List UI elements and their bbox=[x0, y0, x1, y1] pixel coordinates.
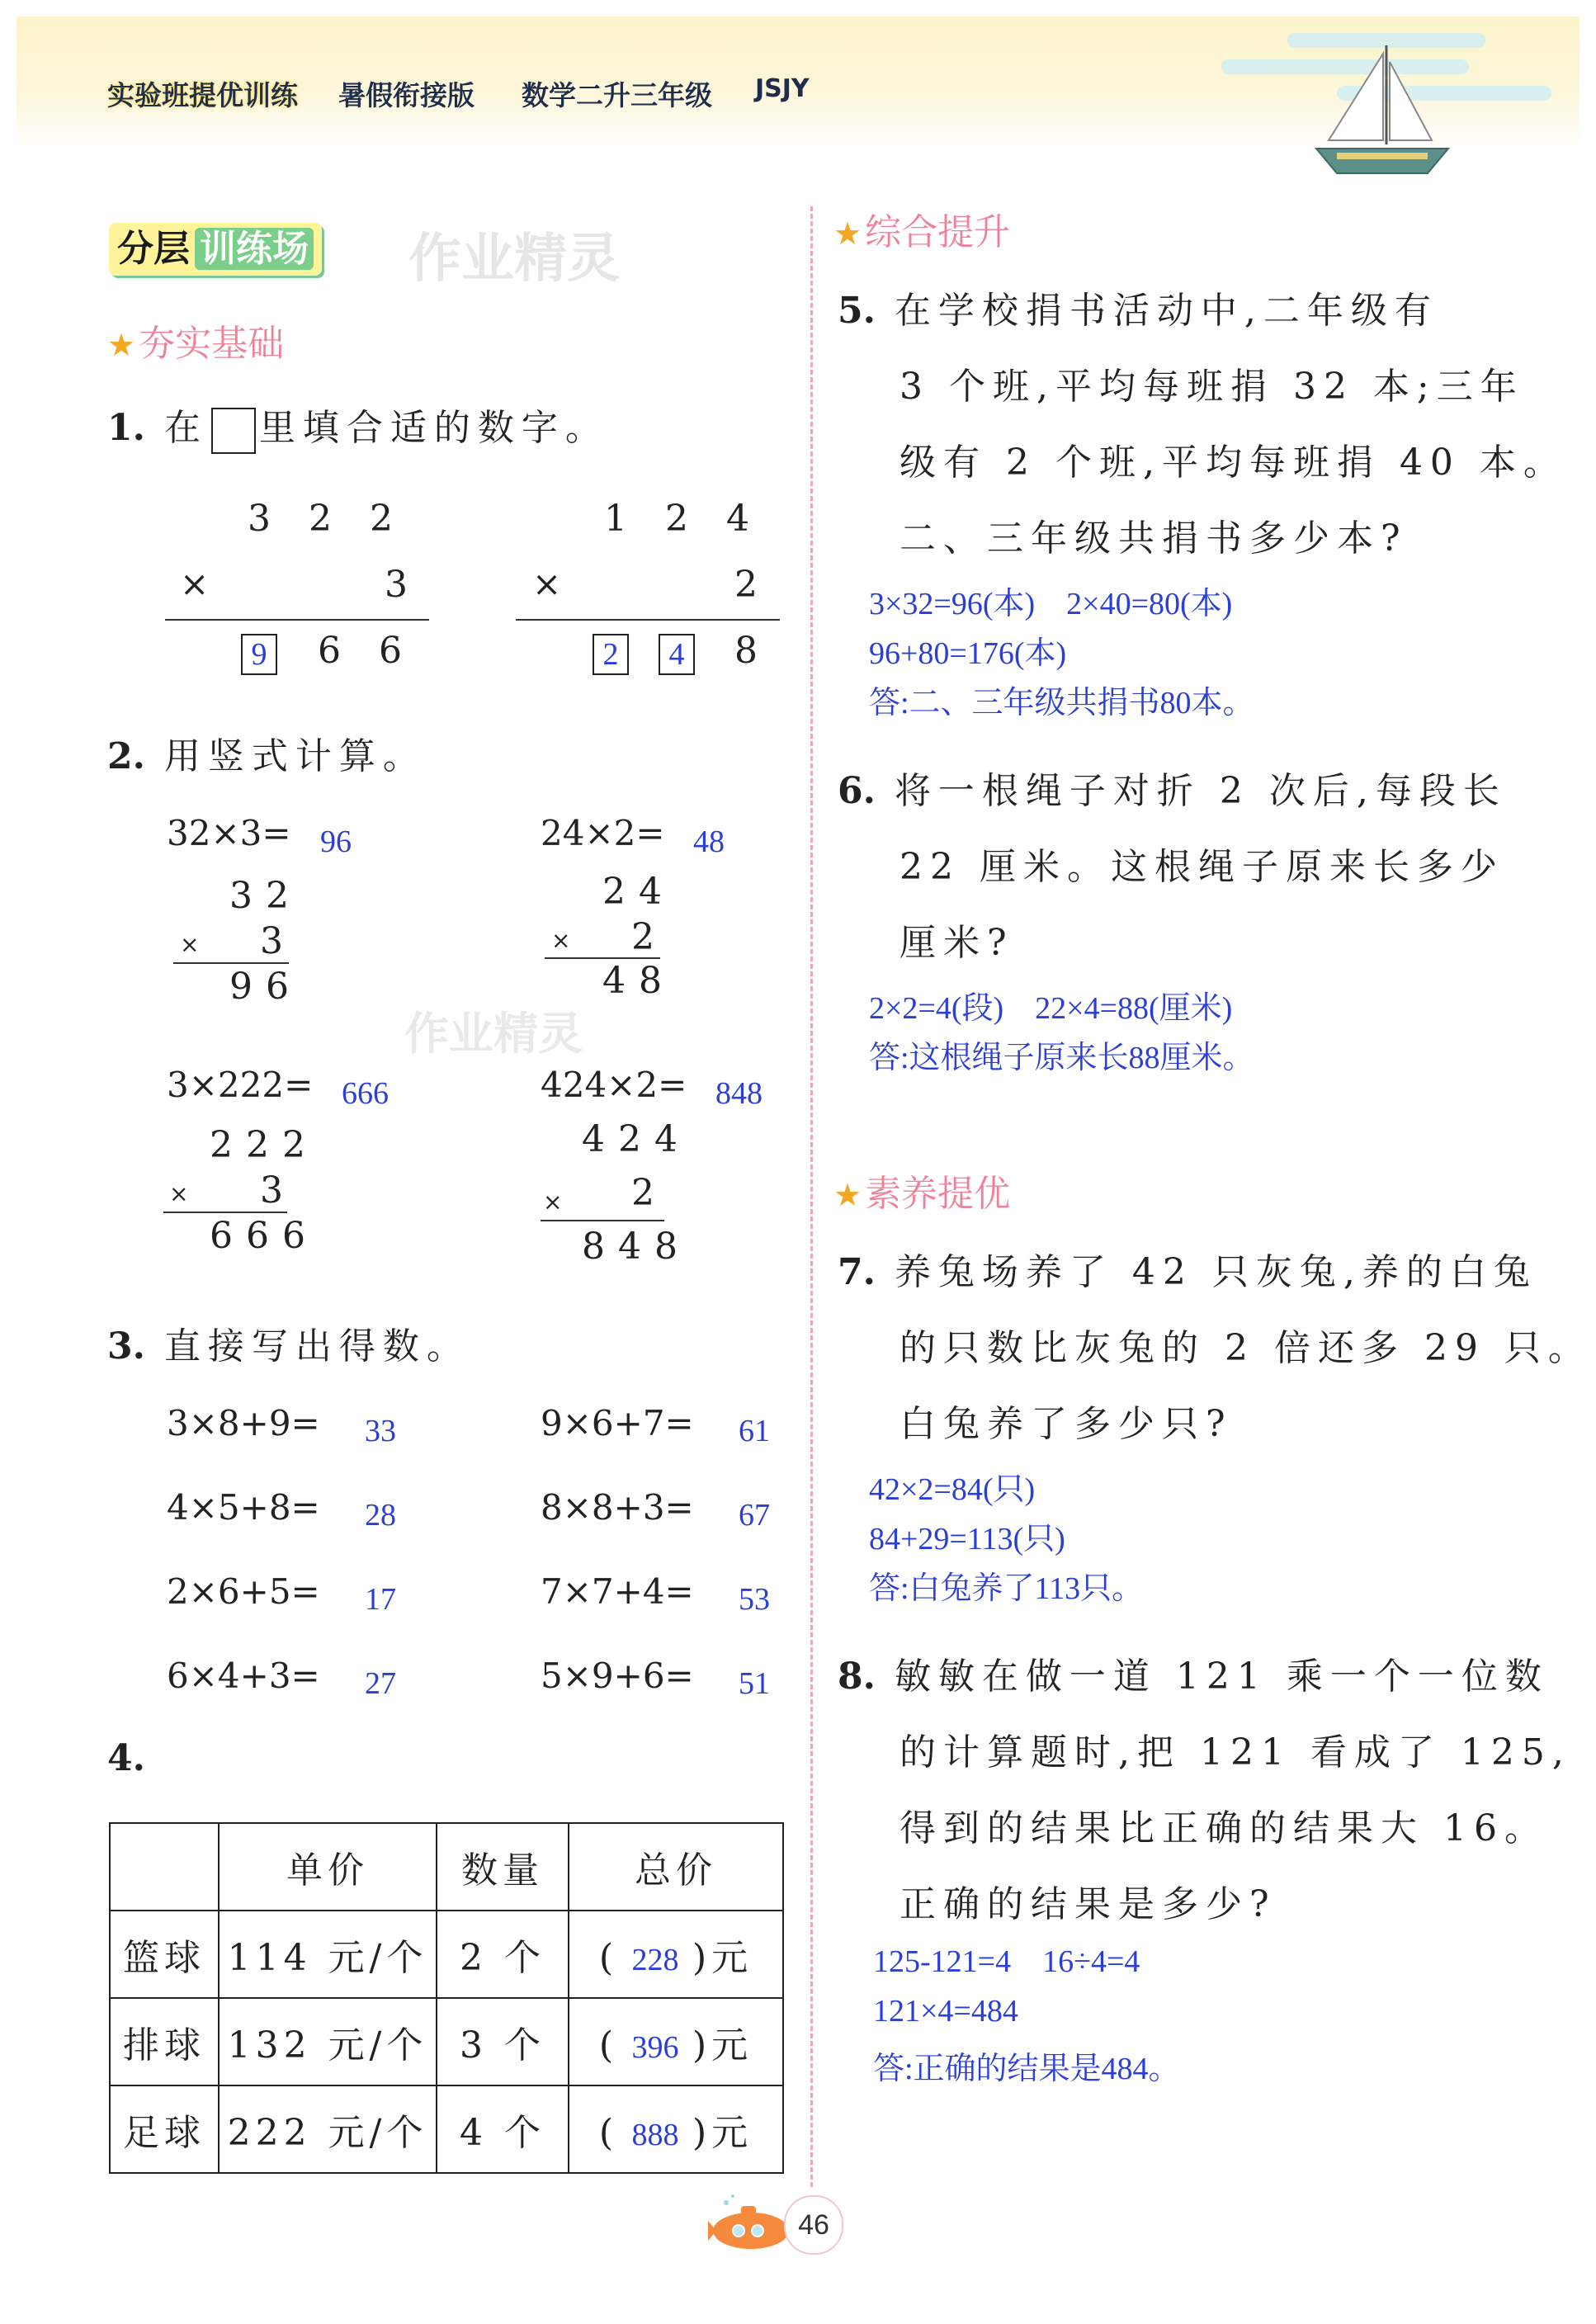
question-6 bbox=[838, 761, 1507, 814]
question-line: 正确的结果是多少? bbox=[900, 1883, 1277, 1925]
page-number: 46 bbox=[784, 2195, 843, 2255]
question-8 bbox=[838, 1646, 1549, 1699]
question-number: 1. bbox=[107, 407, 145, 449]
watermark: 作业精灵 bbox=[404, 1008, 583, 1060]
price-table bbox=[109, 1822, 784, 2174]
question-2 bbox=[107, 726, 427, 779]
answer: 96 bbox=[320, 824, 352, 859]
series-title: 实验班提优训练 bbox=[107, 79, 298, 111]
paren-close: )元 bbox=[692, 1937, 753, 1979]
vertical-top: 32 bbox=[229, 875, 302, 917]
answer-digit-box: 9 bbox=[241, 634, 277, 675]
question-number: 7. bbox=[838, 1251, 876, 1293]
vertical-mult: 3 bbox=[260, 920, 296, 962]
answer-line: 答:白兔养了113只。 bbox=[869, 1571, 1144, 1606]
table-row bbox=[110, 2085, 783, 2173]
unit-price: 222 元/个 bbox=[219, 2085, 437, 2173]
vertical-top: 222 bbox=[210, 1124, 319, 1166]
answer: 888 bbox=[631, 2118, 679, 2152]
product-rest: 6 6 bbox=[318, 630, 415, 672]
question-number: 6. bbox=[838, 770, 876, 812]
section-title-literacy bbox=[833, 1164, 1010, 1216]
question-line: 的计算题时,把 121 看成了 125, bbox=[900, 1731, 1571, 1774]
expression: 2×6+5= bbox=[167, 1571, 320, 1612]
paren-open: ( bbox=[598, 1937, 618, 1979]
table-header-cell: 数量 bbox=[437, 1823, 569, 1911]
times-sign: × bbox=[543, 1188, 563, 1216]
question-number: 2. bbox=[107, 735, 145, 777]
expression: 32×3= bbox=[167, 813, 291, 853]
times-sign: × bbox=[180, 931, 200, 958]
calc-line bbox=[516, 619, 780, 621]
table-header-row bbox=[110, 1823, 783, 1911]
answer: 67 bbox=[739, 1498, 770, 1533]
answer-line: 2×2=4(段) 22×4=88(厘米) bbox=[869, 991, 1233, 1026]
question-line: 二、三年级共捐书多少本? bbox=[900, 517, 1408, 560]
question-line: 22 厘米。这根绳子原来长多少 bbox=[900, 846, 1504, 888]
answer-line: 3×32=96(本) 2×40=80(本) bbox=[869, 587, 1233, 621]
table-header-cell: 总价 bbox=[569, 1823, 783, 1911]
section-label: 夯实基础 bbox=[139, 323, 285, 365]
question-7 bbox=[838, 1242, 1537, 1295]
answer-line: 84+29=113(只) bbox=[869, 1522, 1065, 1556]
question-line: 养兔场养了 42 只灰兔,养的白兔 bbox=[894, 1251, 1537, 1293]
question-line: 敏敏在做一道 121 乘一个一位数 bbox=[894, 1656, 1549, 1698]
section-label: 素养提优 bbox=[865, 1173, 1011, 1215]
section-title-comprehensive bbox=[833, 202, 1010, 255]
table-header-cell: 单价 bbox=[219, 1823, 437, 1911]
question-number: 4. bbox=[107, 1737, 145, 1779]
badge-part-a: 分层 bbox=[117, 228, 190, 270]
item-name: 足球 bbox=[110, 2085, 219, 2173]
expression: 4×5+8= bbox=[167, 1487, 320, 1528]
item-name: 排球 bbox=[110, 1998, 219, 2085]
question-text: 直接写出得数。 bbox=[163, 1325, 470, 1367]
unit-price: 132 元/个 bbox=[219, 1998, 437, 2085]
star-icon: ★ bbox=[833, 215, 862, 252]
calc-line bbox=[541, 1220, 664, 1221]
quantity: 2 个 bbox=[437, 1911, 569, 1998]
answer: 228 bbox=[631, 1943, 679, 1977]
question-3 bbox=[107, 1316, 470, 1369]
column-divider bbox=[810, 206, 813, 2187]
question-text: 用竖式计算。 bbox=[163, 735, 427, 777]
expression: 3×8+9= bbox=[167, 1403, 320, 1443]
answer: 33 bbox=[365, 1414, 396, 1448]
vertical-result: 48 bbox=[602, 960, 675, 1002]
paren-close: )元 bbox=[692, 2112, 753, 2154]
question-text: 里填合适的数字。 bbox=[258, 407, 609, 449]
answer: 396 bbox=[631, 2030, 679, 2065]
table-row bbox=[110, 1911, 783, 1998]
total-cell bbox=[569, 2085, 783, 2173]
vertical-mult: 2 bbox=[631, 916, 668, 958]
answer: 28 bbox=[365, 1498, 396, 1533]
question-5 bbox=[838, 281, 1438, 333]
star-icon: ★ bbox=[833, 1177, 862, 1213]
answer: 61 bbox=[739, 1414, 770, 1448]
item-name: 篮球 bbox=[110, 1911, 219, 1998]
vertical-top: 424 bbox=[582, 1118, 691, 1160]
answer: 666 bbox=[342, 1076, 389, 1111]
answer-digit-box: 4 bbox=[659, 634, 695, 675]
vertical-mult: 3 bbox=[260, 1169, 296, 1212]
question-line: 在学校捐书活动中,二年级有 bbox=[894, 290, 1438, 332]
times-sign: × bbox=[551, 927, 571, 954]
total-cell bbox=[569, 1911, 783, 1998]
question-line: 将一根绳子对折 2 次后,每段长 bbox=[894, 770, 1507, 812]
answer: 51 bbox=[739, 1666, 770, 1701]
question-line: 白兔养了多少只? bbox=[900, 1403, 1233, 1445]
answer-line: 答:正确的结果是484。 bbox=[873, 2052, 1180, 2086]
answer: 17 bbox=[365, 1582, 396, 1617]
vertical-mult: 2 bbox=[631, 1172, 668, 1214]
vertical-result: 848 bbox=[582, 1226, 691, 1268]
question-line: 的只数比灰兔的 2 倍还多 29 只。 bbox=[900, 1327, 1592, 1369]
answer: 848 bbox=[715, 1076, 763, 1111]
multiplicand: 3 2 2 bbox=[248, 498, 406, 540]
table-row bbox=[110, 1998, 783, 2085]
total-cell bbox=[569, 1998, 783, 2085]
question-number: 5. bbox=[838, 290, 876, 332]
section-title-basics bbox=[107, 314, 284, 366]
star-icon: ★ bbox=[107, 327, 136, 363]
subject-label: 数学二升三年级 bbox=[522, 79, 712, 111]
question-line: 3 个班,平均每班捐 32 本;三年 bbox=[900, 366, 1524, 408]
expression: 8×8+3= bbox=[541, 1487, 694, 1528]
table-header-cell bbox=[110, 1823, 219, 1911]
paren-open: ( bbox=[598, 2112, 618, 2154]
answer: 53 bbox=[739, 1582, 770, 1617]
layer-training-badge bbox=[109, 223, 322, 276]
expression: 24×2= bbox=[541, 813, 665, 853]
section-label: 综合提升 bbox=[865, 211, 1011, 253]
quantity: 3 个 bbox=[437, 1998, 569, 2085]
badge-part-b: 训练场 bbox=[195, 228, 314, 270]
question-line: 得到的结果比正确的结果大 16。 bbox=[900, 1807, 1548, 1849]
expression: 9×6+7= bbox=[541, 1403, 694, 1443]
edition-label: 暑假衔接版 bbox=[338, 79, 475, 111]
question-line: 厘米? bbox=[900, 922, 1014, 964]
calc-line bbox=[165, 619, 429, 621]
submarine-icon bbox=[701, 2191, 792, 2257]
answer: 27 bbox=[365, 1666, 396, 1701]
question-4 bbox=[107, 1737, 145, 1779]
expression: 424×2= bbox=[541, 1065, 687, 1105]
question-text: 在 bbox=[163, 407, 208, 449]
question-number: 3. bbox=[107, 1325, 145, 1367]
answer-line: 96+80=176(本) bbox=[869, 636, 1067, 671]
multiplicand: 1 2 4 bbox=[604, 498, 763, 540]
multiplier: 3 bbox=[385, 564, 421, 606]
answer-line: 121×4=484 bbox=[873, 1994, 1018, 2029]
product-rest: 8 bbox=[734, 630, 771, 672]
expression: 7×7+4= bbox=[541, 1571, 694, 1612]
calc-line bbox=[173, 962, 289, 964]
times-sign: × bbox=[532, 564, 562, 604]
times-sign: × bbox=[180, 564, 210, 604]
expression: 6×4+3= bbox=[167, 1656, 320, 1696]
answer-line: 答:这根绳子原来长88厘米。 bbox=[869, 1041, 1254, 1075]
answer-digit-box: 2 bbox=[593, 634, 629, 675]
answer-line: 答:二、三年级共捐书80本。 bbox=[869, 686, 1254, 720]
unit-price: 114 元/个 bbox=[219, 1911, 437, 1998]
answer-line: 125-121=4 16÷4=4 bbox=[873, 1944, 1140, 1979]
times-sign: × bbox=[169, 1180, 189, 1207]
multiplier: 2 bbox=[734, 564, 771, 606]
expression: 5×9+6= bbox=[541, 1656, 694, 1696]
answer-line: 42×2=84(只) bbox=[869, 1472, 1036, 1507]
paren-open: ( bbox=[598, 2024, 618, 2067]
calc-line bbox=[545, 957, 660, 959]
vertical-top: 24 bbox=[602, 871, 675, 913]
question-1 bbox=[107, 398, 609, 454]
calc-line bbox=[163, 1212, 287, 1213]
vertical-result: 96 bbox=[229, 966, 302, 1008]
paren-close: )元 bbox=[692, 2024, 753, 2067]
code-label: JSJY bbox=[755, 74, 810, 103]
quantity: 4 个 bbox=[437, 2085, 569, 2173]
answer: 48 bbox=[693, 824, 725, 859]
vertical-result: 666 bbox=[210, 1215, 319, 1257]
question-number: 8. bbox=[838, 1656, 876, 1698]
blank-box bbox=[211, 408, 256, 454]
sailboat-icon bbox=[1312, 37, 1452, 177]
watermark: 作业精灵 bbox=[408, 229, 620, 290]
expression: 3×222= bbox=[167, 1065, 314, 1105]
question-line: 级有 2 个班,平均每班捐 40 本。 bbox=[900, 442, 1567, 484]
